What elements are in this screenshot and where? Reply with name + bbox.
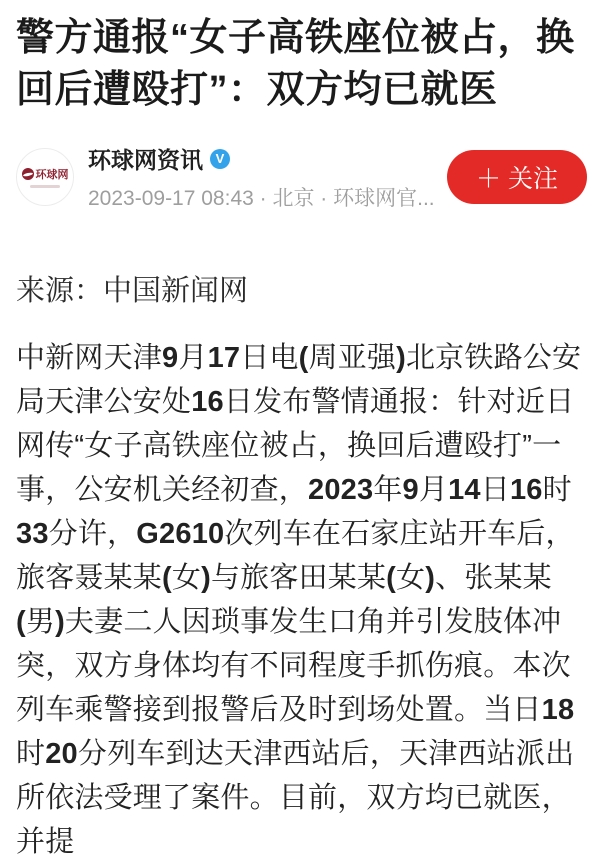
article-body: 中新网天津9月17日电(周亚强)北京铁路公安局天津公安处16日发布警情通报：针对近日网传“女子高铁座位被占，换回后遭殴打”一事，公安机关经初查，2023年9月14日16时33分许，G2610次列车在石家庄站开车后，旅客聂某某(女)与旅客田某某(女)、张某某(男)夫妻二人因琐事发生口角并引发肢体冲突，双方身体均有不同程度手抓伤痕。本次列车乘警接到报警后及时到场处置。当日18时20分列车到达天津西站后，天津西站派出所依法受理了案件。目前，双方均已就医，并提 [16,342,582,859]
globe-logo-icon [22,168,34,180]
avatar[interactable] [16,148,74,206]
verified-badge-icon: V [210,149,230,169]
follow-button[interactable]: ＋ 关注 [447,150,587,204]
avatar-logo-subline [30,185,60,188]
author-name-row [88,142,435,175]
author-info [88,142,435,212]
avatar-logo [22,166,69,182]
post-meta: 2023-09-17 08:43 · 北京 · 环球网官... [88,187,435,211]
author-row [16,142,587,212]
article-title: 警方通报“女子高铁座位被占，换回后遭殴打”：双方均已就医 [16,17,575,112]
source-line: 来源：中国新闻网 [16,275,249,308]
avatar-logo-text: 环球网 [35,169,69,182]
author-name[interactable]: 环球网资讯 [88,147,203,174]
